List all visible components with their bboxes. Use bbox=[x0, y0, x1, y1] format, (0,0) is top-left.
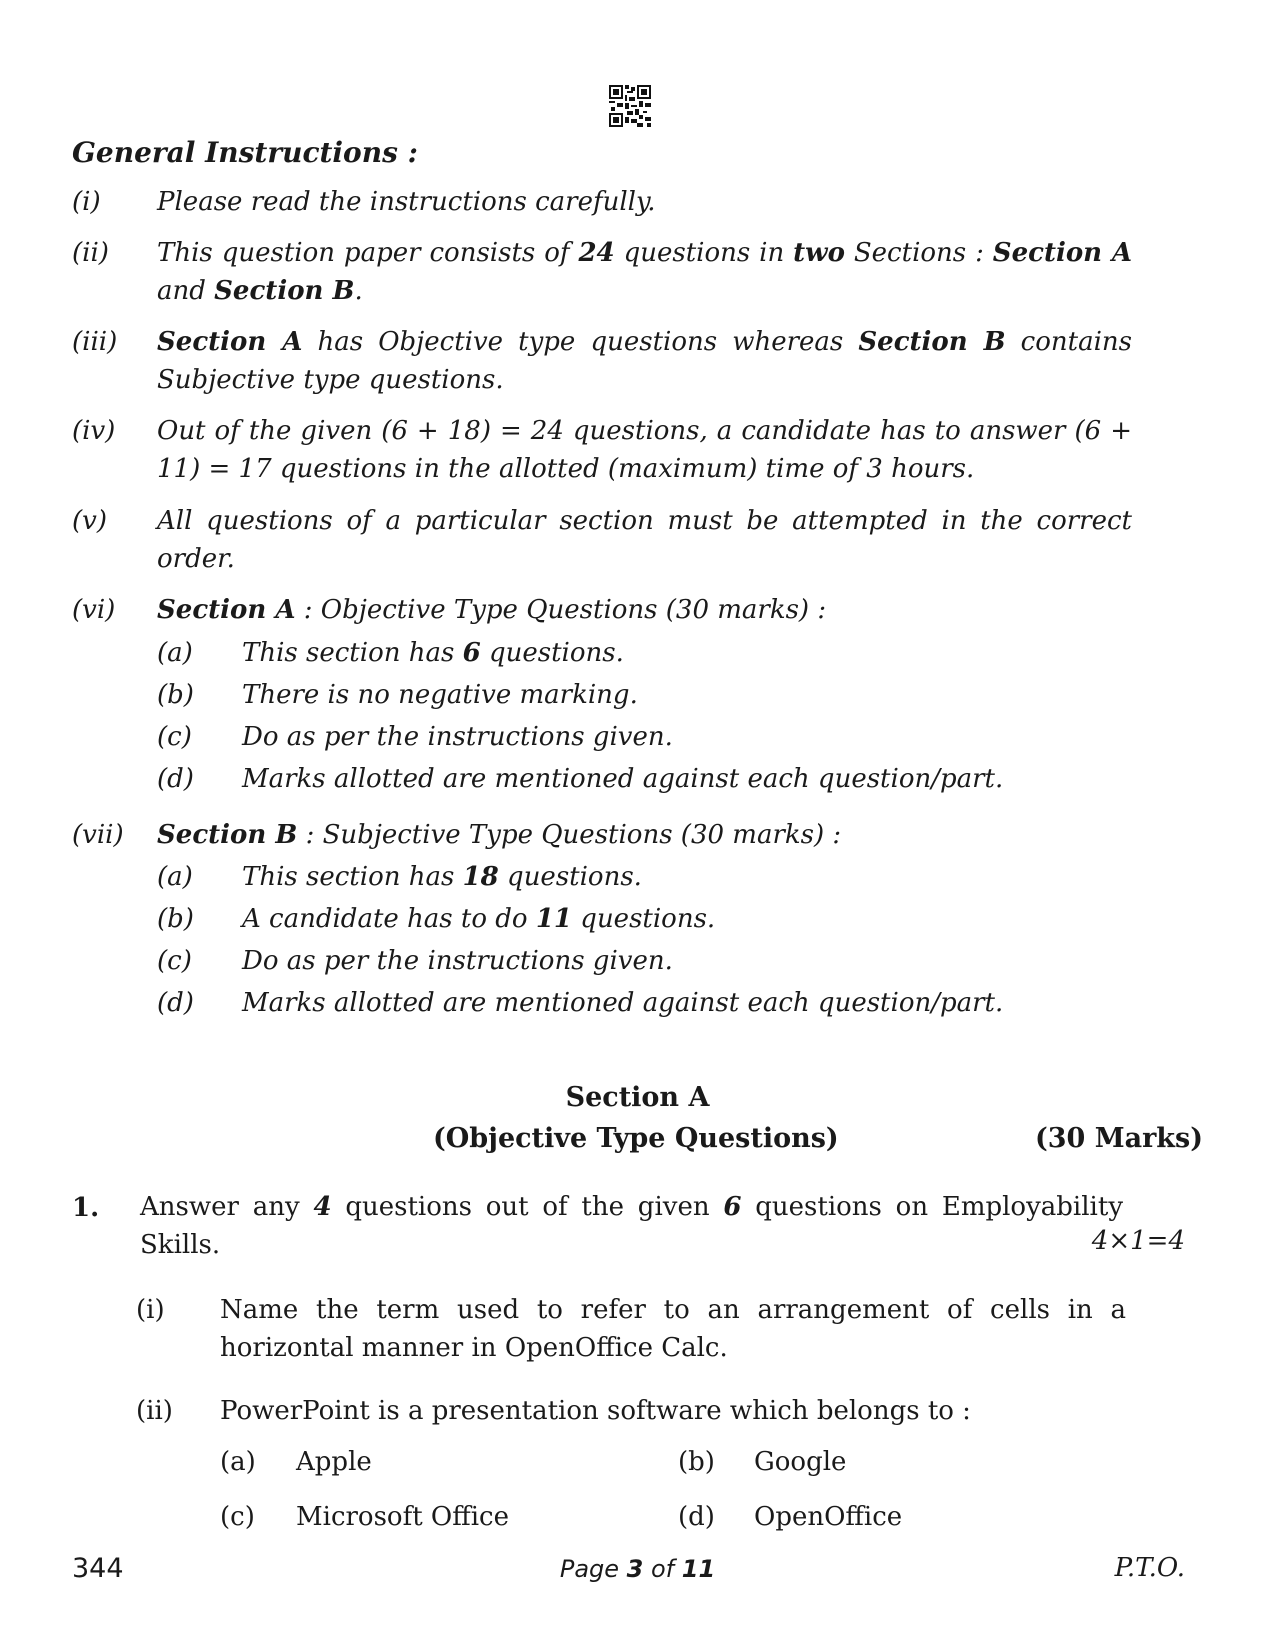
question-text: Answer any 4 questions out of the given 6 questions on Employability Skills. bbox=[140, 1192, 1124, 1260]
sub-instruction: (c) Do as per the instructions given. bbox=[157, 946, 673, 976]
question-part bbox=[136, 1291, 1126, 1367]
option-item: (b) Google bbox=[678, 1447, 847, 1477]
instruction-item bbox=[72, 816, 1132, 854]
part-number: (ii) bbox=[136, 1396, 173, 1426]
general-instructions-title: General Instructions : bbox=[72, 136, 418, 169]
instruction-text: Section A has Objective type questions whereas Section B contains Subjective type questions. bbox=[157, 327, 1132, 395]
qr-code-icon bbox=[609, 85, 651, 127]
section-title: Section A bbox=[565, 1082, 710, 1113]
instruction-item bbox=[72, 183, 1132, 221]
part-text: PowerPoint is a presentation software which belongs to : bbox=[220, 1396, 971, 1426]
section-subtitle: (Objective Type Questions) bbox=[433, 1123, 839, 1154]
part-text: Name the term used to refer to an arrangement of cells in a horizontal manner in OpenOffice Calc. bbox=[220, 1295, 1126, 1363]
option-item: (a) Apple bbox=[220, 1447, 372, 1477]
instruction-item bbox=[72, 234, 1132, 310]
instruction-number: (ii) bbox=[72, 238, 109, 268]
instruction-number: (vi) bbox=[72, 595, 116, 625]
page-indicator: Page 3 of 11 bbox=[559, 1555, 716, 1583]
instruction-text: Section B : Subjective Type Questions (30 marks) : bbox=[157, 820, 842, 850]
sub-instruction: (a) This section has 6 questions. bbox=[157, 638, 624, 668]
instruction-number: (iv) bbox=[72, 416, 116, 446]
sub-instruction: (c) Do as per the instructions given. bbox=[157, 722, 673, 752]
instruction-number: (iii) bbox=[72, 327, 118, 357]
sub-instruction: (b) There is no negative marking. bbox=[157, 680, 638, 710]
instruction-item bbox=[72, 502, 1132, 578]
sub-instruction: (d) Marks allotted are mentioned against each question/part. bbox=[157, 988, 1004, 1018]
question-part bbox=[136, 1392, 1126, 1430]
option-item: (c) Microsoft Office bbox=[220, 1502, 509, 1532]
instruction-item bbox=[72, 323, 1132, 399]
question-number: 1. bbox=[72, 1193, 100, 1223]
instruction-item bbox=[72, 412, 1132, 488]
part-number: (i) bbox=[136, 1295, 165, 1325]
pto-label: P.T.O. bbox=[1114, 1553, 1185, 1583]
instruction-item bbox=[72, 591, 1132, 629]
instruction-text: Please read the instructions carefully. bbox=[157, 187, 656, 217]
sub-instruction: (a) This section has 18 questions. bbox=[157, 862, 642, 892]
instruction-text: Out of the given (6 + 18) = 24 questions, a candidate has to answer (6 + 11) = 17 questions in the allotted (maximum) time of 3 hours. bbox=[157, 416, 1132, 484]
sub-instruction: (d) Marks allotted are mentioned against each question/part. bbox=[157, 764, 1004, 794]
section-marks: (30 Marks) bbox=[1034, 1123, 1203, 1154]
instruction-number: (vii) bbox=[72, 820, 124, 850]
instruction-number: (i) bbox=[72, 187, 101, 217]
option-item: (d) OpenOffice bbox=[678, 1502, 903, 1532]
instruction-number: (v) bbox=[72, 506, 107, 536]
paper-code: 344 bbox=[72, 1553, 124, 1584]
instruction-text: Section A : Objective Type Questions (30 marks) : bbox=[157, 595, 827, 625]
question-marks: 4×1=4 bbox=[1091, 1226, 1185, 1256]
instruction-text: This question paper consists of 24 questions in two Sections : Section A and Section B. bbox=[157, 238, 1132, 306]
sub-instruction: (b) A candidate has to do 11 questions. bbox=[157, 904, 716, 934]
instruction-text: All questions of a particular section must be attempted in the correct order. bbox=[157, 506, 1132, 574]
